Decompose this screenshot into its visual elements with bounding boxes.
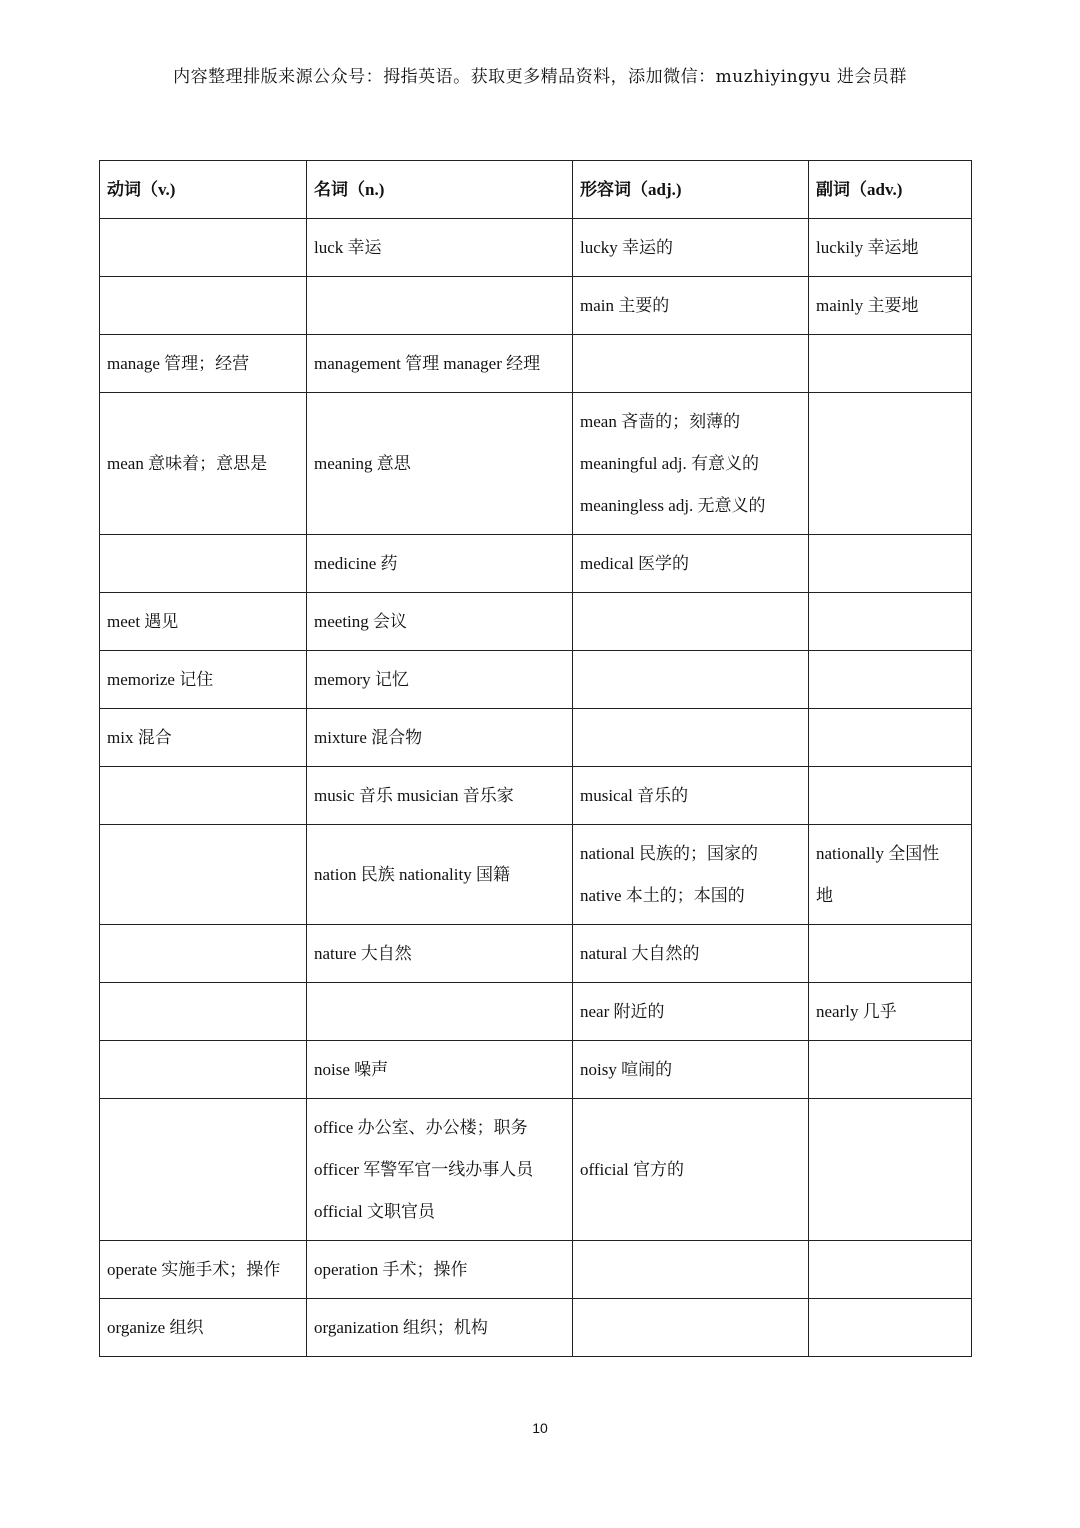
table-row bbox=[100, 1241, 972, 1299]
cell-text: near 附近的 bbox=[580, 1001, 665, 1021]
table-cell-noun bbox=[307, 1241, 573, 1299]
table-cell-noun bbox=[307, 709, 573, 767]
table-row bbox=[100, 651, 972, 709]
cell-text: luck 幸运 bbox=[314, 237, 382, 257]
cell-text: officer 军警军官一线办事人员 bbox=[314, 1159, 534, 1179]
table-cell-verb bbox=[100, 335, 307, 393]
table-cell-adverb bbox=[809, 1041, 972, 1099]
table-cell-verb bbox=[100, 535, 307, 593]
table-cell-noun bbox=[307, 335, 573, 393]
cell-text: official 官方的 bbox=[580, 1159, 685, 1179]
table-cell-noun bbox=[307, 1099, 573, 1241]
cell-text: nature 大自然 bbox=[314, 943, 412, 963]
table-row bbox=[100, 335, 972, 393]
cell-text: organization 组织；机构 bbox=[314, 1317, 488, 1337]
table-cell-adverb bbox=[809, 335, 972, 393]
vocabulary-table bbox=[99, 160, 972, 1357]
table-cell-adjective bbox=[573, 393, 809, 535]
table-cell-noun bbox=[307, 1299, 573, 1357]
table-row bbox=[100, 825, 972, 925]
cell-text: luckily 幸运地 bbox=[816, 237, 919, 257]
table-cell-verb bbox=[100, 1299, 307, 1357]
cell-text: meeting 会议 bbox=[314, 611, 408, 631]
cell-text: memory 记忆 bbox=[314, 669, 409, 689]
table-cell-adverb bbox=[809, 1241, 972, 1299]
page-number: 10 bbox=[532, 1420, 548, 1436]
table-cell-adjective bbox=[573, 1241, 809, 1299]
cell-text: operate 实施手术；操作 bbox=[107, 1259, 281, 1279]
cell-text: native 本土的；本国的 bbox=[580, 885, 745, 905]
table-cell-noun bbox=[307, 1041, 573, 1099]
cell-text: meaningless adj. 无意义的 bbox=[580, 495, 766, 515]
table-cell-adjective bbox=[573, 1099, 809, 1241]
cell-text: noise 噪声 bbox=[314, 1059, 389, 1079]
cell-text: meet 遇见 bbox=[107, 611, 179, 631]
cell-text: noisy 喧闹的 bbox=[580, 1059, 673, 1079]
table-row bbox=[100, 535, 972, 593]
vocabulary-table-container bbox=[99, 160, 971, 1357]
cell-text: musical 音乐的 bbox=[580, 785, 689, 805]
table-cell-verb bbox=[100, 1041, 307, 1099]
table-cell-noun bbox=[307, 219, 573, 277]
table-cell-verb bbox=[100, 593, 307, 651]
cell-text: nearly 几乎 bbox=[816, 1001, 897, 1021]
table-cell-adverb bbox=[809, 709, 972, 767]
table-cell-verb bbox=[100, 709, 307, 767]
table-cell-adjective bbox=[573, 983, 809, 1041]
table-cell-adverb bbox=[809, 651, 972, 709]
table-row bbox=[100, 983, 972, 1041]
table-cell-verb bbox=[100, 1241, 307, 1299]
table-cell-verb bbox=[100, 983, 307, 1041]
cell-text: natural 大自然的 bbox=[580, 943, 700, 963]
table-row bbox=[100, 709, 972, 767]
cell-text: medicine 药 bbox=[314, 553, 398, 573]
cell-text: mean 吝啬的；刻薄的 bbox=[580, 411, 741, 431]
cell-text: operation 手术；操作 bbox=[314, 1259, 468, 1279]
cell-text: medical 医学的 bbox=[580, 553, 690, 573]
column-header-adverb: 副词（adv.) bbox=[809, 161, 972, 219]
cell-text: mean 意味着；意思是 bbox=[107, 453, 268, 473]
table-cell-adverb bbox=[809, 219, 972, 277]
table-cell-adverb bbox=[809, 925, 972, 983]
table-cell-verb bbox=[100, 825, 307, 925]
table-cell-adjective bbox=[573, 1299, 809, 1357]
table-cell-verb bbox=[100, 393, 307, 535]
column-header-verb: 动词（v.) bbox=[100, 161, 307, 219]
table-cell-noun bbox=[307, 925, 573, 983]
table-row bbox=[100, 393, 972, 535]
table-cell-adverb bbox=[809, 277, 972, 335]
table-cell-adjective bbox=[573, 219, 809, 277]
table-cell-adjective bbox=[573, 535, 809, 593]
table-cell-adjective bbox=[573, 825, 809, 925]
table-row bbox=[100, 767, 972, 825]
table-row bbox=[100, 925, 972, 983]
cell-text: lucky 幸运的 bbox=[580, 237, 674, 257]
table-cell-adjective bbox=[573, 277, 809, 335]
page-header: 内容整理排版来源公众号：拇指英语。获取更多精品资料，添加微信：muzhiyingyu 进会员群 bbox=[173, 67, 907, 87]
table-row bbox=[100, 1099, 972, 1241]
table-cell-noun bbox=[307, 535, 573, 593]
table-cell-adjective bbox=[573, 709, 809, 767]
cell-text: mix 混合 bbox=[107, 727, 172, 747]
table-cell-noun bbox=[307, 593, 573, 651]
table-cell-noun bbox=[307, 767, 573, 825]
cell-text: organize 组织 bbox=[107, 1317, 204, 1337]
table-cell-adverb bbox=[809, 983, 972, 1041]
table-row bbox=[100, 1299, 972, 1357]
table-cell-verb bbox=[100, 651, 307, 709]
table-header-row bbox=[100, 161, 972, 219]
cell-text: nationally 全国性 bbox=[816, 843, 940, 863]
table-row bbox=[100, 219, 972, 277]
table-cell-adverb bbox=[809, 393, 972, 535]
cell-text: mainly 主要地 bbox=[816, 295, 919, 315]
table-row bbox=[100, 277, 972, 335]
table-cell-noun bbox=[307, 277, 573, 335]
table-cell-adverb bbox=[809, 593, 972, 651]
table-cell-adjective bbox=[573, 335, 809, 393]
table-cell-adverb bbox=[809, 535, 972, 593]
table-cell-verb bbox=[100, 767, 307, 825]
cell-text: mixture 混合物 bbox=[314, 727, 423, 747]
table-cell-adjective bbox=[573, 925, 809, 983]
table-body bbox=[100, 161, 972, 1357]
table-cell-verb bbox=[100, 277, 307, 335]
table-cell-verb bbox=[100, 1099, 307, 1241]
table-cell-noun bbox=[307, 393, 573, 535]
column-header-adjective: 形容词（adj.) bbox=[573, 161, 809, 219]
table-cell-adverb bbox=[809, 1099, 972, 1241]
cell-text: meaning 意思 bbox=[314, 453, 411, 473]
cell-text: memorize 记住 bbox=[107, 669, 214, 689]
table-cell-adjective bbox=[573, 651, 809, 709]
cell-text: 地 bbox=[816, 885, 833, 905]
table-cell-adverb bbox=[809, 767, 972, 825]
cell-text: management 管理 manager 经理 bbox=[314, 353, 541, 373]
table-cell-noun bbox=[307, 983, 573, 1041]
cell-text: music 音乐 musician 音乐家 bbox=[314, 785, 514, 805]
table-cell-verb bbox=[100, 925, 307, 983]
cell-text: official 文职官员 bbox=[314, 1201, 436, 1221]
column-header-noun: 名词（n.) bbox=[307, 161, 573, 219]
cell-text: manage 管理；经营 bbox=[107, 353, 250, 373]
table-cell-adjective bbox=[573, 593, 809, 651]
cell-text: national 民族的；国家的 bbox=[580, 843, 759, 863]
table-cell-adjective bbox=[573, 1041, 809, 1099]
cell-text: nation 民族 nationality 国籍 bbox=[314, 864, 510, 884]
table-cell-noun bbox=[307, 825, 573, 925]
cell-text: main 主要的 bbox=[580, 295, 670, 315]
table-cell-adverb bbox=[809, 1299, 972, 1357]
cell-text: office 办公室、办公楼；职务 bbox=[314, 1117, 528, 1137]
table-cell-adjective bbox=[573, 767, 809, 825]
table-cell-verb bbox=[100, 219, 307, 277]
table-row bbox=[100, 1041, 972, 1099]
table-cell-noun bbox=[307, 651, 573, 709]
table-row bbox=[100, 593, 972, 651]
table-cell-adverb bbox=[809, 825, 972, 925]
cell-text: meaningful adj. 有意义的 bbox=[580, 453, 759, 473]
